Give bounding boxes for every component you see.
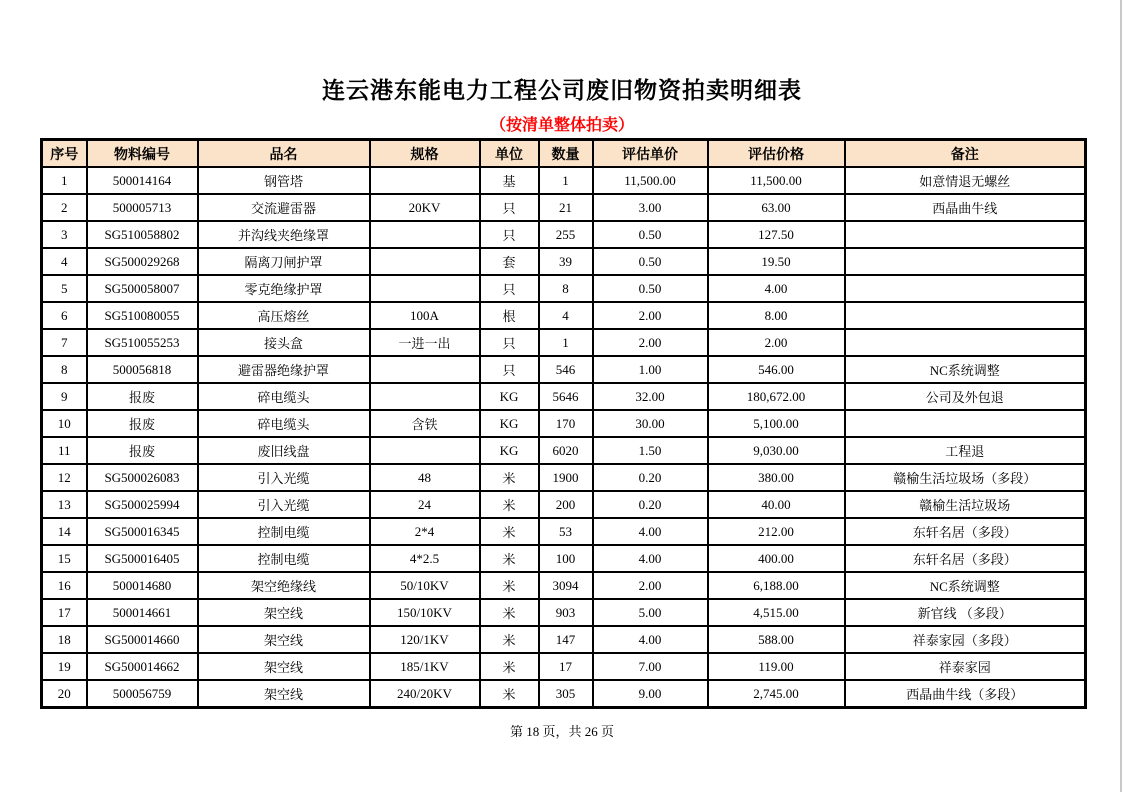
table-cell: 100 bbox=[539, 545, 593, 572]
table-cell: 150/10KV bbox=[370, 599, 480, 626]
table-cell: 6,188.00 bbox=[708, 572, 845, 599]
table-cell: 并沟线夹绝缘罩 bbox=[198, 221, 370, 248]
table-cell: 引入光缆 bbox=[198, 464, 370, 491]
table-cell: 19 bbox=[42, 653, 87, 680]
table-cell: SG500016405 bbox=[87, 545, 198, 572]
table-cell: 只 bbox=[480, 221, 539, 248]
table-cell: 4.00 bbox=[593, 518, 708, 545]
table-cell: 控制电缆 bbox=[198, 545, 370, 572]
table-row bbox=[42, 545, 1086, 572]
table-cell: 100A bbox=[370, 302, 480, 329]
table-cell: 500056818 bbox=[87, 356, 198, 383]
table-cell: 17 bbox=[42, 599, 87, 626]
table-cell: 废旧线盘 bbox=[198, 437, 370, 464]
table-row bbox=[42, 410, 1086, 437]
table-cell: 255 bbox=[539, 221, 593, 248]
table-cell: 隔离刀闸护罩 bbox=[198, 248, 370, 275]
column-header: 评估价格 bbox=[708, 140, 845, 168]
table-cell: 11,500.00 bbox=[593, 167, 708, 194]
table-cell: 500014680 bbox=[87, 572, 198, 599]
table-cell: 2.00 bbox=[593, 329, 708, 356]
column-header: 备注 bbox=[845, 140, 1086, 168]
table-cell: 63.00 bbox=[708, 194, 845, 221]
table-cell: 报废 bbox=[87, 383, 198, 410]
table-cell: 套 bbox=[480, 248, 539, 275]
table-cell: 4.00 bbox=[593, 626, 708, 653]
table-cell: 2.00 bbox=[593, 302, 708, 329]
table-cell: 3 bbox=[42, 221, 87, 248]
table-cell: 4.00 bbox=[593, 545, 708, 572]
table-cell: 546 bbox=[539, 356, 593, 383]
table-cell: 9,030.00 bbox=[708, 437, 845, 464]
table-cell: 控制电缆 bbox=[198, 518, 370, 545]
table-cell: 报废 bbox=[87, 410, 198, 437]
table-cell: 架空线 bbox=[198, 599, 370, 626]
table-row bbox=[42, 356, 1086, 383]
table-cell: 12 bbox=[42, 464, 87, 491]
table-cell: SG500058007 bbox=[87, 275, 198, 302]
table-cell bbox=[845, 302, 1086, 329]
table-cell: 903 bbox=[539, 599, 593, 626]
table-cell: 5 bbox=[42, 275, 87, 302]
table-cell: 500056759 bbox=[87, 680, 198, 708]
table-cell: 588.00 bbox=[708, 626, 845, 653]
table-cell: 报废 bbox=[87, 437, 198, 464]
table-cell: SG510058802 bbox=[87, 221, 198, 248]
table-cell: 8 bbox=[42, 356, 87, 383]
table-row bbox=[42, 464, 1086, 491]
table-row bbox=[42, 167, 1086, 194]
table-row bbox=[42, 221, 1086, 248]
table-cell: 500005713 bbox=[87, 194, 198, 221]
table-row bbox=[42, 383, 1086, 410]
table-cell: 0.20 bbox=[593, 464, 708, 491]
table-cell: 147 bbox=[539, 626, 593, 653]
table-cell: KG bbox=[480, 437, 539, 464]
table-cell: 170 bbox=[539, 410, 593, 437]
materials-header-row bbox=[42, 140, 1086, 168]
table-cell: 架空线 bbox=[198, 680, 370, 708]
table-cell bbox=[370, 221, 480, 248]
table-cell: 5,100.00 bbox=[708, 410, 845, 437]
table-cell: 20 bbox=[42, 680, 87, 708]
table-cell: 17 bbox=[539, 653, 593, 680]
table-row bbox=[42, 599, 1086, 626]
table-cell: NC系统调整 bbox=[845, 572, 1086, 599]
table-cell: 2.00 bbox=[708, 329, 845, 356]
table-cell: 东轩名居（多段） bbox=[845, 518, 1086, 545]
table-cell: 24 bbox=[370, 491, 480, 518]
page-title: 连云港东能电力工程公司废旧物资拍卖明细表 bbox=[322, 77, 802, 103]
table-cell: 架空线 bbox=[198, 653, 370, 680]
table-row bbox=[42, 491, 1086, 518]
table-cell: 32.00 bbox=[593, 383, 708, 410]
table-cell: 只 bbox=[480, 356, 539, 383]
table-cell: 15 bbox=[42, 545, 87, 572]
table-row bbox=[42, 329, 1086, 356]
table-cell: KG bbox=[480, 383, 539, 410]
table-row bbox=[42, 275, 1086, 302]
table-cell: 架空绝缘线 bbox=[198, 572, 370, 599]
table-cell: 1 bbox=[539, 329, 593, 356]
table-cell: 13 bbox=[42, 491, 87, 518]
table-cell: 11 bbox=[42, 437, 87, 464]
table-cell bbox=[370, 167, 480, 194]
table-cell bbox=[370, 356, 480, 383]
table-cell: 120/1KV bbox=[370, 626, 480, 653]
table-cell: 39 bbox=[539, 248, 593, 275]
table-cell: 新官线 （多段） bbox=[845, 599, 1086, 626]
table-cell: 185/1KV bbox=[370, 653, 480, 680]
table-cell bbox=[845, 275, 1086, 302]
column-header: 序号 bbox=[42, 140, 87, 168]
table-cell: 1.00 bbox=[593, 356, 708, 383]
table-cell: 3.00 bbox=[593, 194, 708, 221]
table-cell: 546.00 bbox=[708, 356, 845, 383]
table-cell bbox=[845, 410, 1086, 437]
table-cell: 0.50 bbox=[593, 221, 708, 248]
table-cell: 公司及外包退 bbox=[845, 383, 1086, 410]
table-cell: SG500029268 bbox=[87, 248, 198, 275]
page-subtitle: （按清单整体拍卖） bbox=[489, 117, 634, 134]
table-cell: 1 bbox=[539, 167, 593, 194]
page-edge-divider bbox=[1120, 0, 1122, 792]
table-cell: 305 bbox=[539, 680, 593, 708]
table-row bbox=[42, 302, 1086, 329]
table-cell: SG500014660 bbox=[87, 626, 198, 653]
table-cell: 40.00 bbox=[708, 491, 845, 518]
table-cell: 碎电缆头 bbox=[198, 383, 370, 410]
materials-table-body bbox=[42, 167, 1086, 708]
table-cell: 380.00 bbox=[708, 464, 845, 491]
table-cell: 西晶曲牛线 bbox=[845, 194, 1086, 221]
table-cell: 1.50 bbox=[593, 437, 708, 464]
column-header: 数量 bbox=[539, 140, 593, 168]
table-cell: 交流避雷器 bbox=[198, 194, 370, 221]
table-cell: 米 bbox=[480, 491, 539, 518]
table-cell: 碎电缆头 bbox=[198, 410, 370, 437]
table-cell: 米 bbox=[480, 545, 539, 572]
table-cell: 2*4 bbox=[370, 518, 480, 545]
table-cell: 7 bbox=[42, 329, 87, 356]
table-cell: 如意情退无螺丝 bbox=[845, 167, 1086, 194]
table-cell: 48 bbox=[370, 464, 480, 491]
table-cell: 米 bbox=[480, 518, 539, 545]
table-cell: KG bbox=[480, 410, 539, 437]
table-cell: SG510055253 bbox=[87, 329, 198, 356]
page-number: 第 18 页，共 26 页 bbox=[509, 724, 614, 739]
table-cell: 8 bbox=[539, 275, 593, 302]
table-cell: 240/20KV bbox=[370, 680, 480, 708]
table-cell: 一进一出 bbox=[370, 329, 480, 356]
table-cell: 5646 bbox=[539, 383, 593, 410]
table-cell: 米 bbox=[480, 626, 539, 653]
table-cell: 0.50 bbox=[593, 248, 708, 275]
table-row bbox=[42, 653, 1086, 680]
table-cell: 4,515.00 bbox=[708, 599, 845, 626]
table-cell: 16 bbox=[42, 572, 87, 599]
table-cell: 0.20 bbox=[593, 491, 708, 518]
table-cell: SG500014662 bbox=[87, 653, 198, 680]
table-cell: 工程退 bbox=[845, 437, 1086, 464]
column-header: 单位 bbox=[480, 140, 539, 168]
table-cell: SG500026083 bbox=[87, 464, 198, 491]
column-header: 规格 bbox=[370, 140, 480, 168]
table-cell: 架空线 bbox=[198, 626, 370, 653]
table-cell: 3094 bbox=[539, 572, 593, 599]
table-cell: 8.00 bbox=[708, 302, 845, 329]
table-cell: 祥泰家园 bbox=[845, 653, 1086, 680]
table-row bbox=[42, 518, 1086, 545]
table-cell: NC系统调整 bbox=[845, 356, 1086, 383]
table-cell: SG510080055 bbox=[87, 302, 198, 329]
table-cell: 500014164 bbox=[87, 167, 198, 194]
table-cell: 只 bbox=[480, 329, 539, 356]
table-cell: 119.00 bbox=[708, 653, 845, 680]
table-cell: SG500016345 bbox=[87, 518, 198, 545]
table-cell: 1900 bbox=[539, 464, 593, 491]
table-cell bbox=[370, 437, 480, 464]
table-row bbox=[42, 194, 1086, 221]
table-cell bbox=[845, 248, 1086, 275]
table-cell: 引入光缆 bbox=[198, 491, 370, 518]
table-cell: 米 bbox=[480, 572, 539, 599]
table-cell: 30.00 bbox=[593, 410, 708, 437]
table-cell: 2 bbox=[42, 194, 87, 221]
column-header: 品名 bbox=[198, 140, 370, 168]
table-cell: 18 bbox=[42, 626, 87, 653]
table-cell: 4.00 bbox=[708, 275, 845, 302]
table-cell: 含铁 bbox=[370, 410, 480, 437]
table-cell: 212.00 bbox=[708, 518, 845, 545]
table-cell bbox=[370, 248, 480, 275]
table-row bbox=[42, 680, 1086, 708]
table-cell: 400.00 bbox=[708, 545, 845, 572]
table-cell bbox=[845, 329, 1086, 356]
table-cell: 4*2.5 bbox=[370, 545, 480, 572]
table-cell: 4 bbox=[539, 302, 593, 329]
table-cell: 米 bbox=[480, 653, 539, 680]
table-cell: 19.50 bbox=[708, 248, 845, 275]
table-cell bbox=[845, 221, 1086, 248]
table-row bbox=[42, 572, 1086, 599]
table-cell: 零克绝缘护罩 bbox=[198, 275, 370, 302]
column-header: 物料编号 bbox=[87, 140, 198, 168]
table-cell: 钢管塔 bbox=[198, 167, 370, 194]
table-cell: 6020 bbox=[539, 437, 593, 464]
table-cell: 21 bbox=[539, 194, 593, 221]
table-cell: 根 bbox=[480, 302, 539, 329]
table-cell bbox=[370, 275, 480, 302]
table-cell: 180,672.00 bbox=[708, 383, 845, 410]
table-cell: 西晶曲牛线（多段） bbox=[845, 680, 1086, 708]
table-cell: 6 bbox=[42, 302, 87, 329]
table-row bbox=[42, 437, 1086, 464]
table-cell bbox=[370, 383, 480, 410]
table-cell: 5.00 bbox=[593, 599, 708, 626]
table-cell: 只 bbox=[480, 194, 539, 221]
table-row bbox=[42, 626, 1086, 653]
table-cell: 53 bbox=[539, 518, 593, 545]
table-cell: 东轩名居（多段） bbox=[845, 545, 1086, 572]
table-cell: 高压熔丝 bbox=[198, 302, 370, 329]
table-cell: 2.00 bbox=[593, 572, 708, 599]
table-cell: 祥泰家园（多段） bbox=[845, 626, 1086, 653]
table-cell: 20KV bbox=[370, 194, 480, 221]
table-cell: 9.00 bbox=[593, 680, 708, 708]
table-cell: 50/10KV bbox=[370, 572, 480, 599]
table-cell: SG500025994 bbox=[87, 491, 198, 518]
table-cell: 9 bbox=[42, 383, 87, 410]
column-header: 评估单价 bbox=[593, 140, 708, 168]
table-cell: 米 bbox=[480, 680, 539, 708]
table-cell: 接头盒 bbox=[198, 329, 370, 356]
table-cell: 2,745.00 bbox=[708, 680, 845, 708]
table-cell: 4 bbox=[42, 248, 87, 275]
table-cell: 米 bbox=[480, 464, 539, 491]
materials-table bbox=[40, 138, 1087, 709]
table-cell: 赣榆生活垃圾场 bbox=[845, 491, 1086, 518]
table-cell: 米 bbox=[480, 599, 539, 626]
table-cell: 基 bbox=[480, 167, 539, 194]
table-cell: 1 bbox=[42, 167, 87, 194]
table-cell: 只 bbox=[480, 275, 539, 302]
table-row bbox=[42, 248, 1086, 275]
table-cell: 避雷器绝缘护罩 bbox=[198, 356, 370, 383]
table-cell: 127.50 bbox=[708, 221, 845, 248]
table-cell: 10 bbox=[42, 410, 87, 437]
table-cell: 14 bbox=[42, 518, 87, 545]
table-cell: 500014661 bbox=[87, 599, 198, 626]
table-cell: 200 bbox=[539, 491, 593, 518]
table-cell: 7.00 bbox=[593, 653, 708, 680]
table-cell: 赣榆生活垃圾场（多段） bbox=[845, 464, 1086, 491]
table-cell: 0.50 bbox=[593, 275, 708, 302]
table-cell: 11,500.00 bbox=[708, 167, 845, 194]
